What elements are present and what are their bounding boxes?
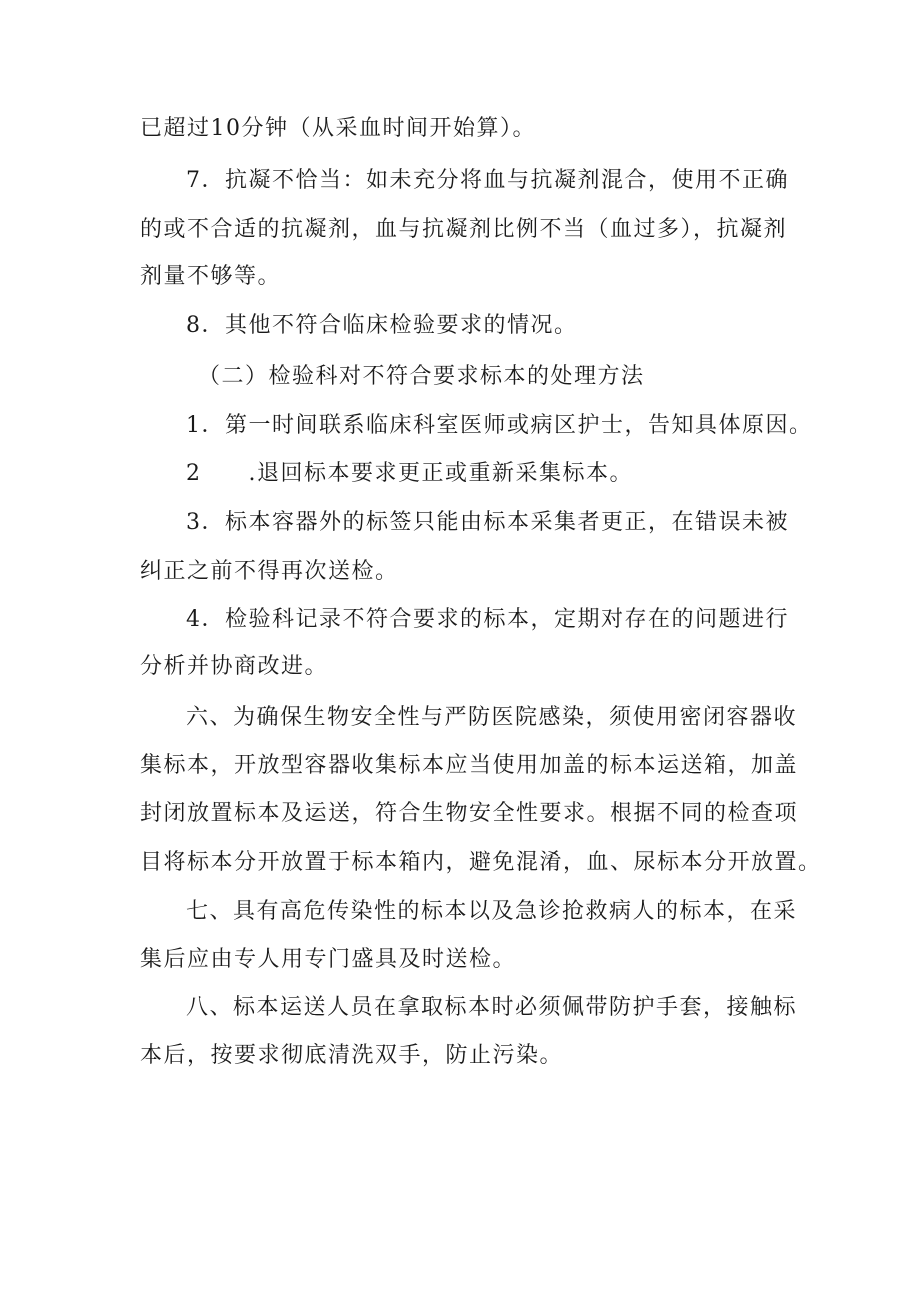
text-line: 2 .退回标本要求更正或重新采集标本。 [186, 461, 633, 486]
text-line: 目将标本分开放置于标本箱内，避免混淆，血、尿标本分开放置。 [140, 850, 822, 875]
text-line: 已超过10分钟（从采血时间开始算）。 [140, 116, 536, 141]
text-line: 八、标本运送人员在拿取标本时必须佩带防护手套，接触标 [186, 995, 798, 1020]
text-line: 8．其他不符合临床检验要求的情况。 [186, 313, 578, 338]
text-line: 分析并协商改进。 [140, 654, 329, 679]
text-line: 封闭放置标本及运送，符合生物安全性要求。根据不同的检查项 [140, 801, 799, 826]
text-line: 六、为确保生物安全性与严防医院感染，须使用密闭容器收 [186, 705, 798, 730]
text-line: 集后应由专人用专门盛具及时送检。 [140, 947, 517, 972]
text-line: 七、具有高危传染性的标本以及急诊抢救病人的标本，在采 [186, 899, 798, 924]
text-line: 3．标本容器外的标签只能由标本采集者更正，在错误未被 [186, 510, 789, 535]
text-line: 剂量不够等。 [140, 264, 282, 289]
text-line: 4．检验科记录不符合要求的标本，定期对存在的问题进行 [186, 607, 789, 632]
text-line: 1．第一时间联系临床科室医师或病区护士，告知具体原因。 [186, 413, 813, 438]
text-line: 7．抗凝不恰当：如未充分将血与抗凝剂混合，使用不正确 [186, 168, 789, 193]
section-heading: （二）检验科对不符合要求标本的处理方法 [198, 364, 645, 389]
text-line: 纠正之前不得再次送检。 [140, 559, 399, 584]
text-line: 集标本，开放型容器收集标本应当使用加盖的标本运送箱，加盖 [140, 753, 799, 778]
text-line: 本后，按要求彻底清洗双手，防止污染。 [140, 1043, 564, 1068]
text-line: 的或不合适的抗凝剂，血与抗凝剂比例不当（血过多），抗凝剂 [140, 217, 788, 242]
